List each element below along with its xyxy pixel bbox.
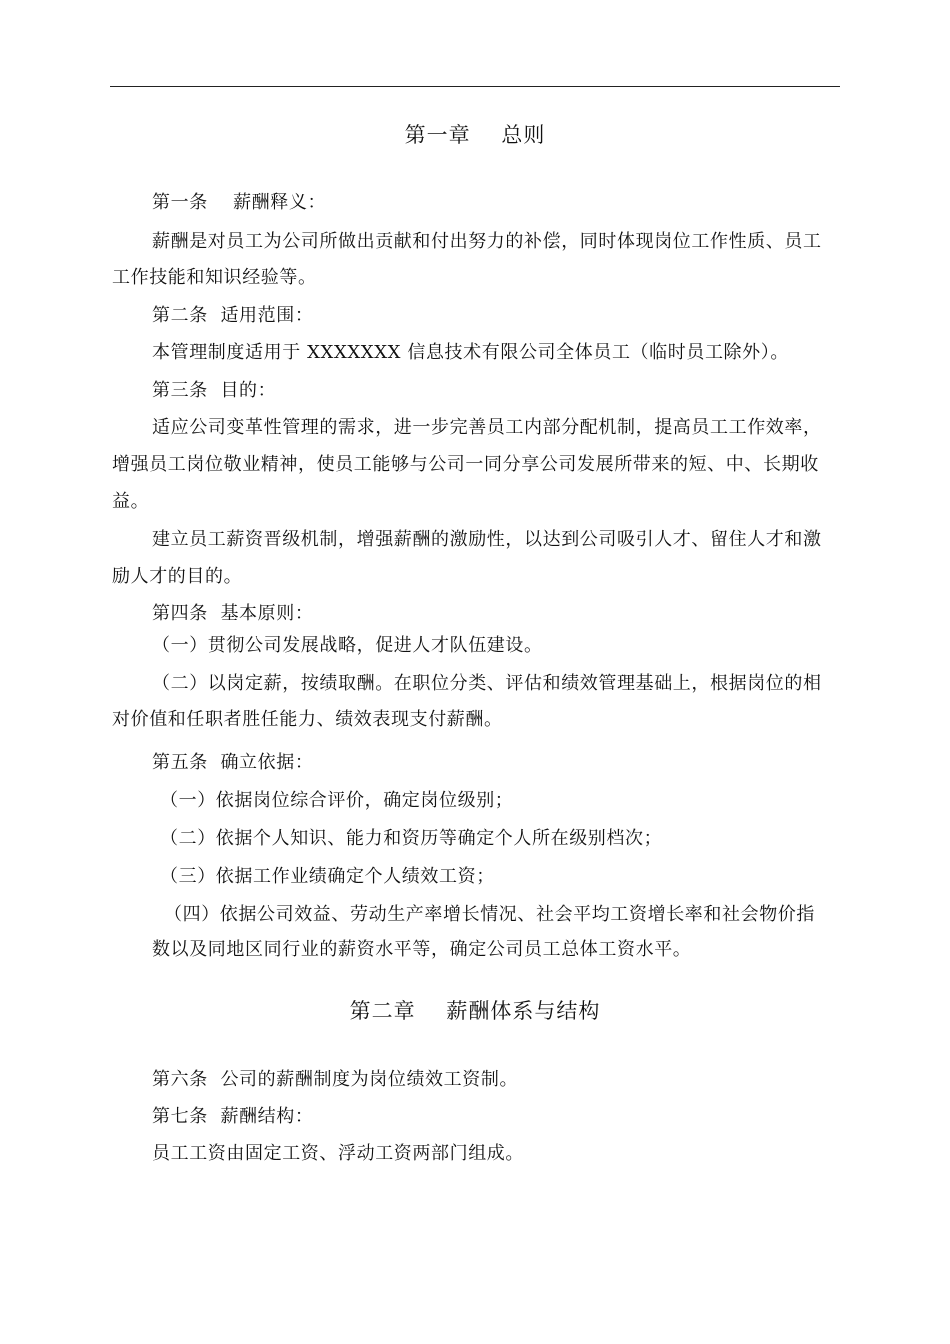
article-1-body-line-2: 工作技能和知识经验等。 <box>112 267 317 288</box>
article-7-body: 员工工资由固定工资、浮动工资两部门组成。 <box>152 1143 524 1164</box>
article-5-item-3: （三）依据工作业绩确定个人绩效工资； <box>160 866 495 887</box>
article-3-heading: 第三条 目的： <box>152 380 277 401</box>
chapter-2-title: 第二章 薪酬体系与结构 <box>349 999 601 1023</box>
article-3-para-2-line-2: 励人才的目的。 <box>112 566 243 587</box>
article-6: 第六条 公司的薪酬制度为岗位绩效工资制。 <box>152 1069 519 1090</box>
article-3-para-2-line-1: 建立员工薪资晋级机制，增强薪酬的激励性，以达到公司吸引人才、留住人才和激 <box>152 529 822 550</box>
article-7-heading: 第七条 薪酬结构： <box>152 1106 314 1127</box>
article-4-item-2-line-1: （二）以岗定薪，按绩取酬。在职位分类、评估和绩效管理基础上，根据岗位的相 <box>152 673 822 694</box>
article-4-item-1: （一）贯彻公司发展战略，促进人才队伍建设。 <box>152 635 543 656</box>
article-5-item-4-line-2: 数以及同地区同行业的薪资水平等，确定公司员工总体工资水平。 <box>152 939 692 960</box>
article-1-heading: 第一条 薪酬释义： <box>152 192 327 213</box>
chapter-1-title: 第一章 总则 <box>404 123 546 147</box>
article-4-item-2-line-2: 对价值和任职者胜任能力、绩效表现支付薪酬。 <box>112 709 503 730</box>
article-3-para-1-line-2: 增强员工岗位敬业精神，使员工能够与公司一同分享公司发展所带来的短、中、长期收 <box>112 454 819 475</box>
article-2-heading: 第二条 适用范围： <box>152 305 314 326</box>
article-1-body-line-1: 薪酬是对员工为公司所做出贡献和付出努力的补偿，同时体现岗位工作性质、员工 <box>152 231 822 252</box>
article-3-para-1-line-3: 益。 <box>112 491 150 512</box>
article-2-body: 本管理制度适用于 XXXXXXX 信息技术有限公司全体员工（临时员工除外）。 <box>152 342 789 363</box>
article-5-heading: 第五条 确立依据： <box>152 752 314 773</box>
article-5-item-2: （二）依据个人知识、能力和资历等确定个人所在级别档次； <box>160 828 663 849</box>
article-3-para-1-line-1: 适应公司变革性管理的需求，进一步完善员工内部分配机制，提高员工工作效率， <box>152 417 822 438</box>
article-5-item-4-line-1: （四）依据公司效益、劳动生产率增长情况、社会平均工资增长率和社会物价指 <box>164 904 815 925</box>
article-4-heading: 第四条 基本原则： <box>152 603 314 624</box>
header-rule <box>110 86 840 87</box>
article-5-item-1: （一）依据岗位综合评价，确定岗位级别； <box>160 790 514 811</box>
